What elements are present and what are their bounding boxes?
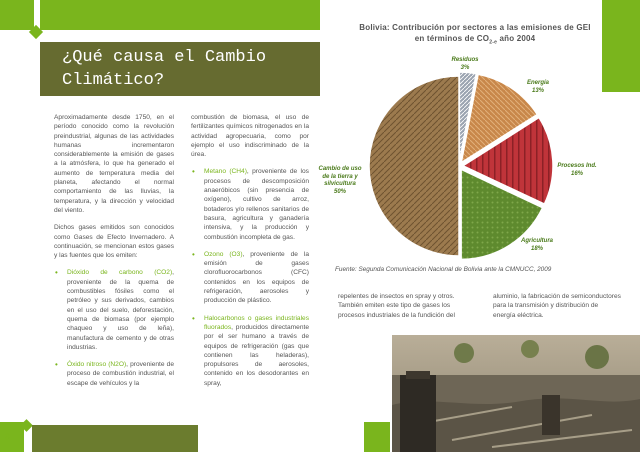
paragraph-intro: Aproximadamente desde 1750, en el período conocido como la revolución preindustrial, algunas de las actividades humanas incrementaron considerablemente la emisión de gases a la atmósfera, lo que ha generado el aumento de temperatura media del planeta, afectando el normal comportamiento de las lluvias, la temperatura, y la dirección y velocidad del viento. [54, 114, 174, 214]
label-cambio-line3: silvicultura [324, 181, 356, 187]
chart-title-line2a: en términos de CO [414, 34, 490, 43]
paragraph-repelentes: repelentes de insectos en spray y otros. También emiten este tipo de gases los procesos industriales de la fundición del [338, 293, 455, 319]
label-cambio-line1: Cambio de uso [318, 166, 362, 172]
label-procesos-name: Procesos Ind. [557, 163, 597, 169]
label-agricultura [512, 238, 562, 253]
label-agricultura-name: Agricultura [520, 238, 553, 244]
deforestation-photo [392, 335, 640, 452]
paragraph-gases: Dichos gases emitidos son conocidos como Gases de Efecto Invernadero. A continuación, se mencionan estos gases y las fuentes que los emiten: [54, 224, 174, 260]
bullet-dot-icon: • [55, 360, 58, 370]
bullet-text: , proveniente de los procesos de descomposición anaeróbicos (sin presencia de oxígeno), cultivo de arroz, botaderos y/o rellenos sanitarios de basura, agricultura y ganadería intensiva, y la producción y combustión incompleta de gas. [204, 168, 309, 241]
label-cambio-line2: de la tierra y [322, 173, 358, 180]
bullet-dot-icon: • [192, 313, 195, 323]
page-title-line1: ¿Qué causa el Cambio [62, 48, 267, 67]
bullet-text: , proveniente de la quema de combustibles fósiles como el petróleo y sus derivados, cambios en el uso del suelo, deforestación, quema de biomasa (por ejemplo chaqueo y uso de leña), manufactura de cemento y de otras industrias. [67, 269, 174, 351]
label-residuos-name: Residuos [451, 57, 479, 63]
label-procesos [552, 163, 602, 178]
label-cambio-pct: 50% [333, 188, 346, 195]
bullet-term: Metano (CH4) [204, 168, 247, 176]
label-procesos-pct: 16% [570, 170, 583, 177]
bullet-dot-icon: • [192, 249, 195, 259]
bullet-text: , producidos directamente por el ser humano a través de equipos de refrigeración (gas que contienen las heladeras), propulsores de aerosoles, contenido en los desodorantes en spray, [204, 323, 309, 387]
bullet-dot-icon: • [55, 268, 58, 278]
bullet-text: , proveniente de proceso de combustión industrial, el escape de vehículos y la [67, 361, 174, 387]
pie-slice-cambio-uso [369, 76, 459, 256]
label-residuos-pct: 3% [460, 64, 470, 71]
bullet-text: , proveniente de la emisión de gases clorofluorocarbonos (CFC) contenidos en los equipos de refrigeración, aerosoles y producción de plástico. [204, 250, 309, 305]
chart-title-line2b: año 2004 [497, 34, 536, 43]
bullet-term: Halocarbonos o gases industriales fluorados [204, 314, 309, 331]
chart-title-sub: 2-e [489, 39, 498, 46]
page-number: 8 [5, 432, 11, 442]
label-energia [516, 80, 560, 95]
label-energia-name: Energía [526, 80, 549, 86]
bullet-term: Dióxido de carbono (CO2) [67, 269, 173, 277]
chart-source: Fuente: Segunda Comunicación Nacional de Bolivia ante la CMNUCC, 2009 [335, 266, 552, 273]
bullet-dot-icon: • [192, 167, 195, 177]
bullet-term: Ozono (O3) [204, 250, 243, 258]
label-cambio-uso [312, 166, 368, 196]
paragraph-aluminio: aluminio, la fabricación de semiconductores para la transmisión y distribución de energía eléctrica. [493, 293, 621, 319]
pie-slices [369, 72, 553, 259]
page-title-line2: Climático? [62, 71, 165, 90]
label-agricultura-pct: 18% [530, 245, 543, 252]
chart-title-line1: Bolivia: Contribución por sectores a las emisiones de GEI [359, 23, 591, 32]
paragraph-continuation: combustión de biomasa, el uso de fertilizantes químicos nitrogenados en la actividad agropecuaria, como por ejemplo el uso indiscriminado de la úrea. [191, 114, 309, 159]
label-energia-pct: 13% [531, 87, 544, 94]
label-residuos [443, 57, 487, 72]
bullet-term: Óxido nitroso (N2O) [67, 361, 127, 369]
